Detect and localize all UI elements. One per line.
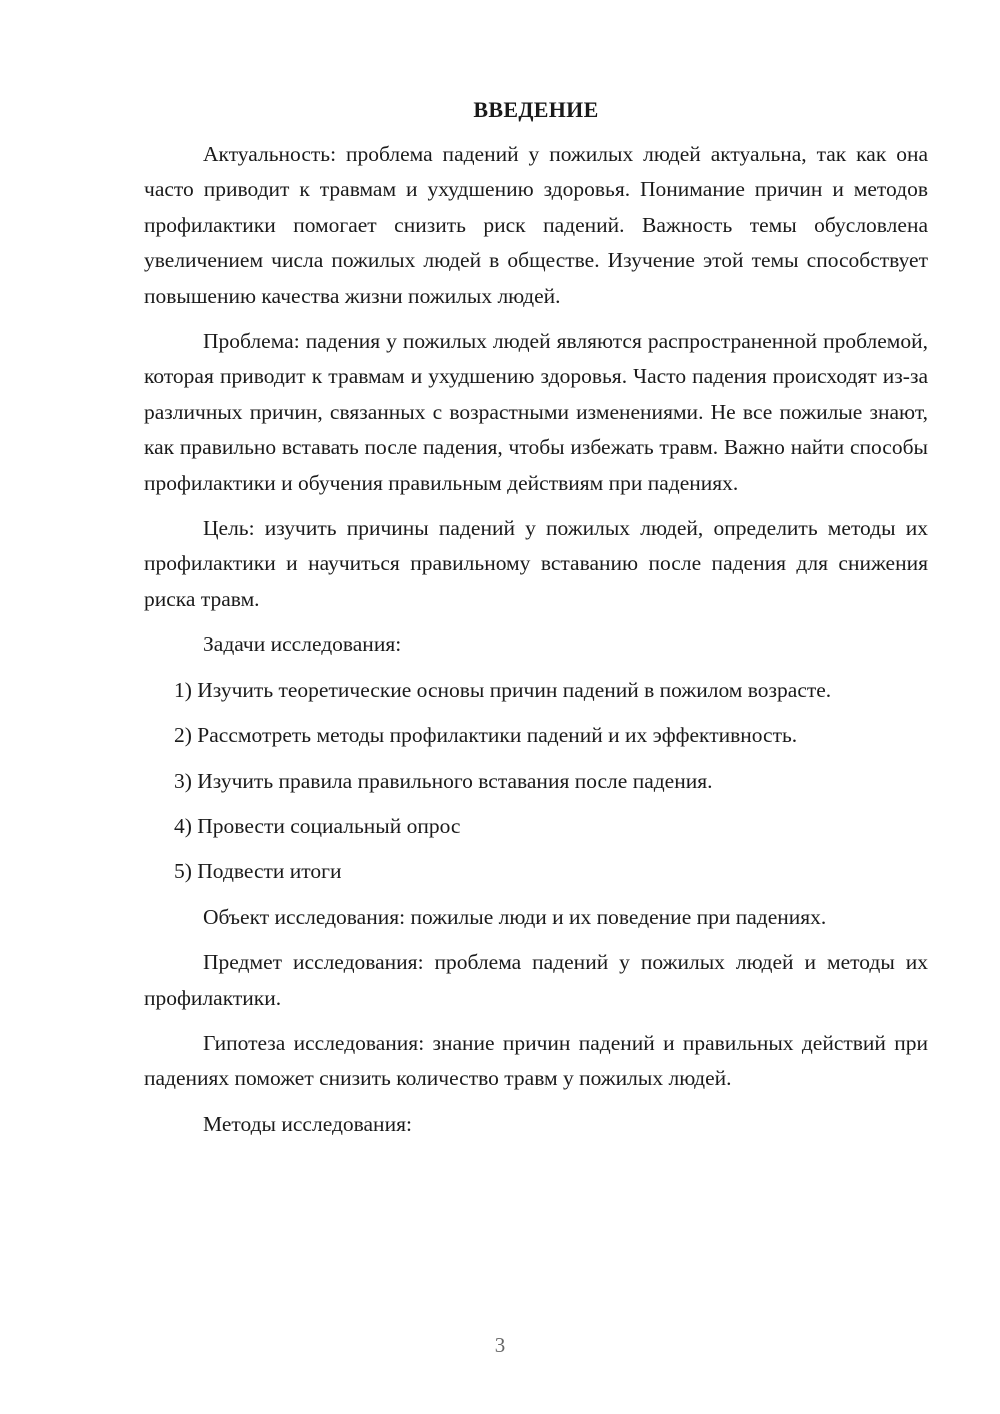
task-item-3: 3) Изучить правила правильного вставания после падения.	[174, 768, 713, 793]
paragraph-object: Объект исследования: пожилые люди и их поведение при падениях.	[203, 904, 827, 929]
paragraph-subject: Предмет исследования: проблема падений у пожилых людей и методы их профилактики.	[144, 950, 928, 1010]
task-item-5: 5) Подвести итоги	[174, 859, 342, 884]
page-number: 3	[494, 1333, 506, 1357]
paragraph-hypothesis: Гипотеза исследования: знание причин падений и правильных действий при падениях поможет снизить количество травм у пожилых людей.	[144, 1030, 928, 1091]
paragraph-problem: Проблема: падения у пожилых людей являются распространенной проблемой, которая приводит к травмам и ухудшению здоровья. Часто падения происходят из-за различных причин, связанных с возрастными изменениями. Не все пожилые знают, как правильно вставать после падения, чтобы избежать травм. Важно найти способы профилактики и обучения правильным действиям при падениях.	[144, 329, 928, 495]
task-item-1: 1) Изучить теоретические основы причин падений в пожилом возрасте.	[174, 677, 832, 702]
paragraph-relevance: Актуальность: проблема падений у пожилых людей актуальна, так как она часто приводит к травмам и ухудшению здоровья. Понимание причин и методов профилактики помогает снизить риск падений. Важность темы обусловлена увеличением числа пожилых людей в обществе. Изучение этой темы способствует повышению качества жизни пожилых людей.	[144, 142, 928, 308]
paragraph-goal: Цель: изучить причины падений у пожилых людей, определить методы их профилактики и научиться правильному вставанию после падения для снижения риска травм.	[144, 516, 928, 611]
task-item-2: 2) Рассмотреть методы профилактики падений и их эффективность.	[174, 723, 798, 748]
tasks-heading: Задачи исследования:	[203, 632, 402, 657]
task-item-4: 4) Провести социальный опрос	[174, 813, 461, 838]
document-body	[144, 92, 928, 1152]
methods-heading: Методы исследования:	[203, 1111, 412, 1136]
section-title: ВВЕДЕНИЕ	[473, 97, 599, 122]
